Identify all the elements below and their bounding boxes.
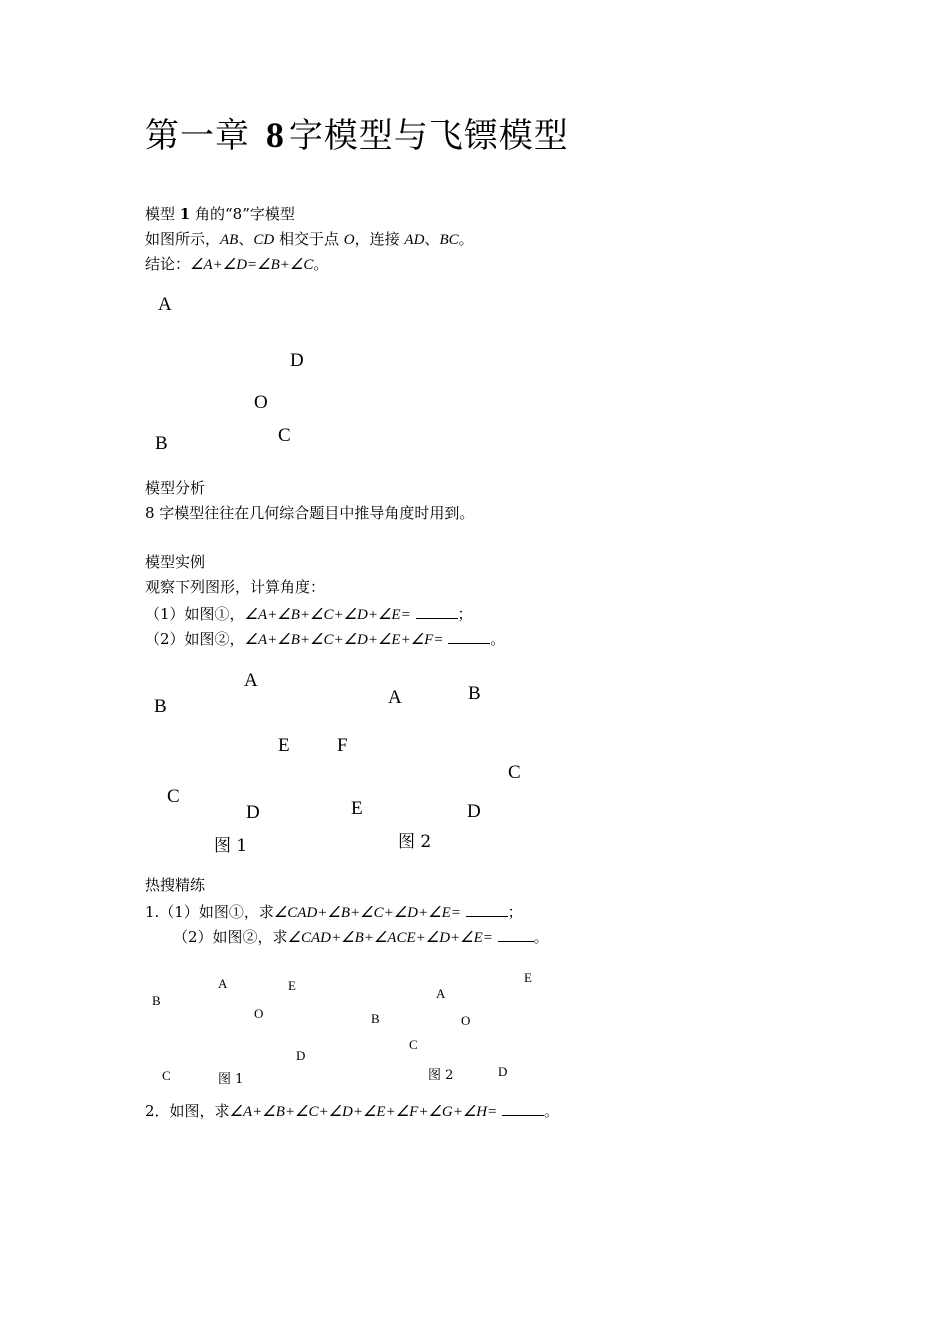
ex-fig1-caption: 图 1	[214, 836, 248, 856]
pr-fig2-label-C: C	[409, 1037, 418, 1052]
ex-fig1-label-E: E	[278, 735, 290, 756]
fig-label-A: A	[158, 294, 172, 315]
fig-label-C: C	[278, 425, 291, 446]
examples-heading: 模型实例	[145, 553, 206, 571]
pr-fig1-label-B: B	[152, 993, 161, 1008]
example-question-1: （1）如图①，∠A+∠B+∠C+∠D+∠E= ；	[145, 605, 473, 623]
ex-fig2-caption: 图 2	[398, 832, 432, 852]
pr-fig2-caption: 图 2	[428, 1068, 454, 1083]
page-title: 第一章 8 字模型与飞镖模型	[145, 115, 569, 156]
model1-description: 如图所示，AB、CD 相交于点 O，连接 AD、BC。	[145, 230, 474, 248]
answer-blank[interactable]	[448, 631, 490, 644]
ex-fig2-label-B: B	[468, 683, 481, 704]
pr-fig2-label-B: B	[371, 1011, 380, 1026]
analysis-heading: 模型分析	[145, 479, 206, 497]
pr-fig2-label-O: O	[461, 1013, 471, 1028]
practice-question-2: 2．如图，求∠A+∠B+∠C+∠D+∠E+∠F+∠G+∠H= 。	[145, 1102, 560, 1120]
pr-fig1-label-E: E	[288, 978, 296, 993]
pr-fig1-caption: 图 1	[218, 1072, 244, 1087]
pr-fig2-label-E: E	[524, 970, 532, 985]
ex-fig2-label-F: F	[337, 735, 348, 756]
ex-fig1-label-D: D	[246, 802, 260, 823]
pr-fig1-label-O: O	[254, 1006, 264, 1021]
ex-fig2-label-D: D	[467, 801, 481, 822]
ex-fig2-label-A: A	[388, 687, 402, 708]
answer-blank[interactable]	[502, 1103, 544, 1116]
answer-blank[interactable]	[466, 904, 508, 917]
model1-conclusion: 结论：∠A+∠D=∠B+∠C。	[145, 255, 329, 273]
analysis-text: 8 字模型往往在几何综合题目中推导角度时用到。	[145, 504, 475, 522]
ex-fig2-label-C: C	[508, 762, 521, 783]
practice-question-1a: 1.（1）如图①，求∠CAD+∠B+∠C+∠D+∠E= ；	[145, 903, 523, 921]
pr-fig1-label-A: A	[218, 976, 228, 991]
pr-fig1-label-D: D	[296, 1048, 306, 1063]
ex-fig1-label-B: B	[154, 696, 167, 717]
answer-blank[interactable]	[416, 606, 458, 619]
ex-fig1-label-A: A	[244, 670, 258, 691]
answer-blank[interactable]	[498, 929, 534, 942]
practice-question-1b: （2）如图②，求∠CAD+∠B+∠ACE+∠D+∠E= 。	[173, 928, 549, 946]
pr-fig2-label-D: D	[498, 1064, 508, 1079]
fig-label-O: O	[254, 392, 268, 413]
practice-heading: 热搜精练	[145, 876, 206, 894]
ex-fig1-label-C: C	[167, 786, 180, 807]
fig-label-D: D	[290, 350, 304, 371]
pr-fig1-label-C: C	[162, 1068, 171, 1083]
model1-heading: 模型 1 角的“8”字模型	[145, 205, 295, 223]
pr-fig2-label-A: A	[436, 986, 446, 1001]
ex-fig2-label-E: E	[351, 798, 363, 819]
fig-label-B: B	[155, 433, 168, 454]
example-question-2: （2）如图②，∠A+∠B+∠C+∠D+∠E+∠F= 。	[145, 630, 506, 648]
examples-intro: 观察下列图形，计算角度：	[145, 578, 326, 596]
